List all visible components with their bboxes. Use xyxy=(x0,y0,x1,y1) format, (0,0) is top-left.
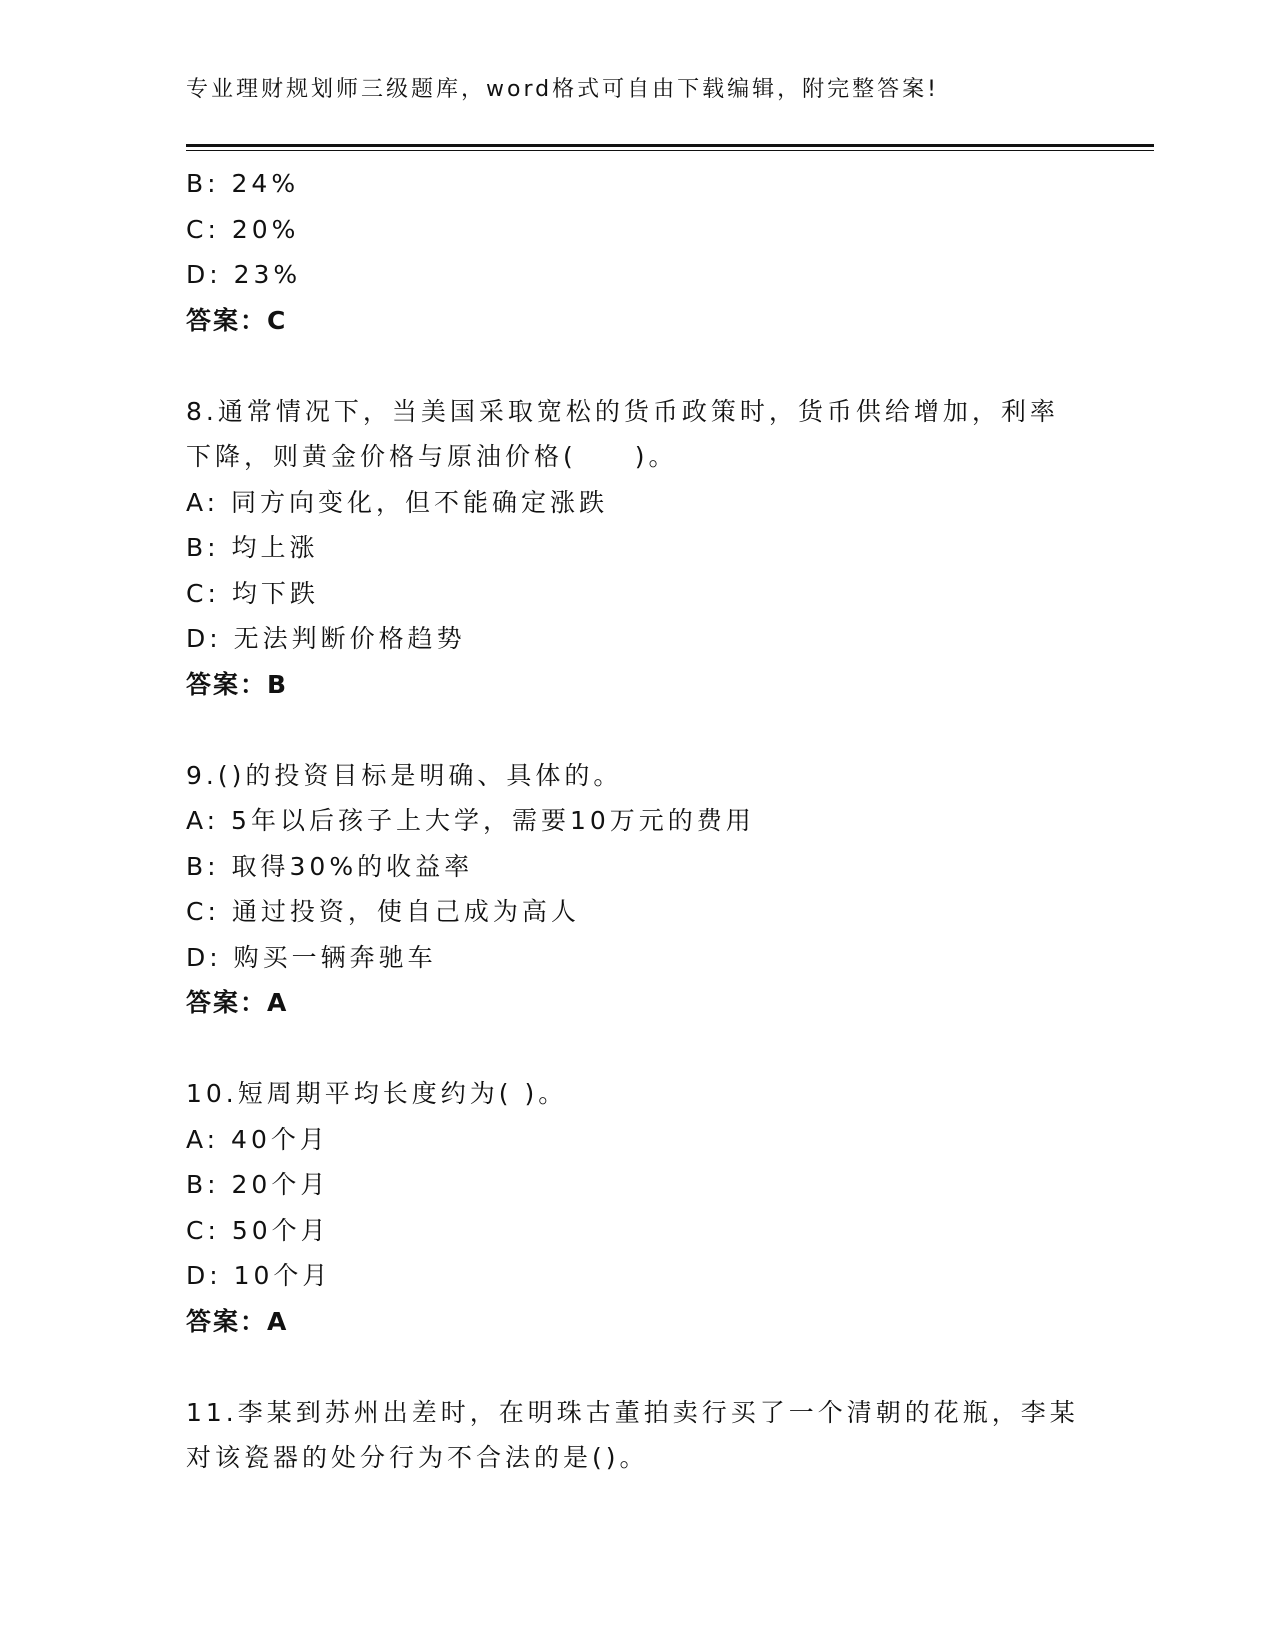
option-b: B: 取得30%的收益率 xyxy=(186,851,474,881)
question-11 xyxy=(186,1390,1146,1481)
question-8 xyxy=(186,389,1146,708)
answer-line: 答案：B xyxy=(186,669,289,699)
question-stem: 10.短周期平均长度约为( )。 xyxy=(186,1079,568,1108)
question-stem: 11.李某到苏州出差时，在明珠古董拍卖行买了一个清朝的花瓶，李某 xyxy=(186,1397,1079,1427)
question-10 xyxy=(186,1071,1146,1344)
option-d: D: 23% xyxy=(186,260,302,289)
answer-line: 答案：A xyxy=(186,1306,289,1336)
question-stem: 9.()的投资目标是明确、具体的。 xyxy=(186,760,623,790)
header-rule-thin xyxy=(186,150,1154,151)
option-c: C: 20% xyxy=(186,214,300,244)
option-b: B: 24% xyxy=(186,169,300,198)
option-d: D: 无法判断价格趋势 xyxy=(186,624,466,653)
option-a: A: 同方向变化，但不能确定涨跌 xyxy=(186,487,609,517)
page-header: 专业理财规划师三级题库，word格式可自由下载编辑，附完整答案! xyxy=(186,77,939,102)
answer-line: 答案：A xyxy=(186,988,289,1017)
spacer xyxy=(186,1026,1146,1072)
question-stem: 下降，则黄金价格与原油价格( )。 xyxy=(186,442,678,471)
option-c: C: 均下跌 xyxy=(186,578,319,608)
option-a: A: 40个月 xyxy=(186,1124,329,1154)
question-9 xyxy=(186,753,1146,1026)
option-d: D: 购买一辆奔驰车 xyxy=(186,942,437,972)
question-stem: 8.通常情况下，当美国采取宽松的货币政策时，货币供给增加，利率 xyxy=(186,396,1059,426)
option-a: A: 5年以后孩子上大学，需要10万元的费用 xyxy=(186,806,755,835)
option-c: C: 50个月 xyxy=(186,1215,330,1245)
question-stem: 对该瓷器的处分行为不合法的是()。 xyxy=(186,1443,649,1472)
spacer xyxy=(186,707,1146,753)
prev-question xyxy=(186,161,1146,343)
option-b: B: 20个月 xyxy=(186,1170,330,1199)
option-b: B: 均上涨 xyxy=(186,533,319,562)
spacer xyxy=(186,343,1146,389)
answer-line: 答案：C xyxy=(186,305,288,335)
option-c: C: 通过投资，使自己成为高人 xyxy=(186,897,580,926)
header-rule-thick xyxy=(186,144,1154,147)
option-d: D: 10个月 xyxy=(186,1261,332,1290)
question-content xyxy=(186,161,1146,1481)
spacer xyxy=(186,1344,1146,1390)
